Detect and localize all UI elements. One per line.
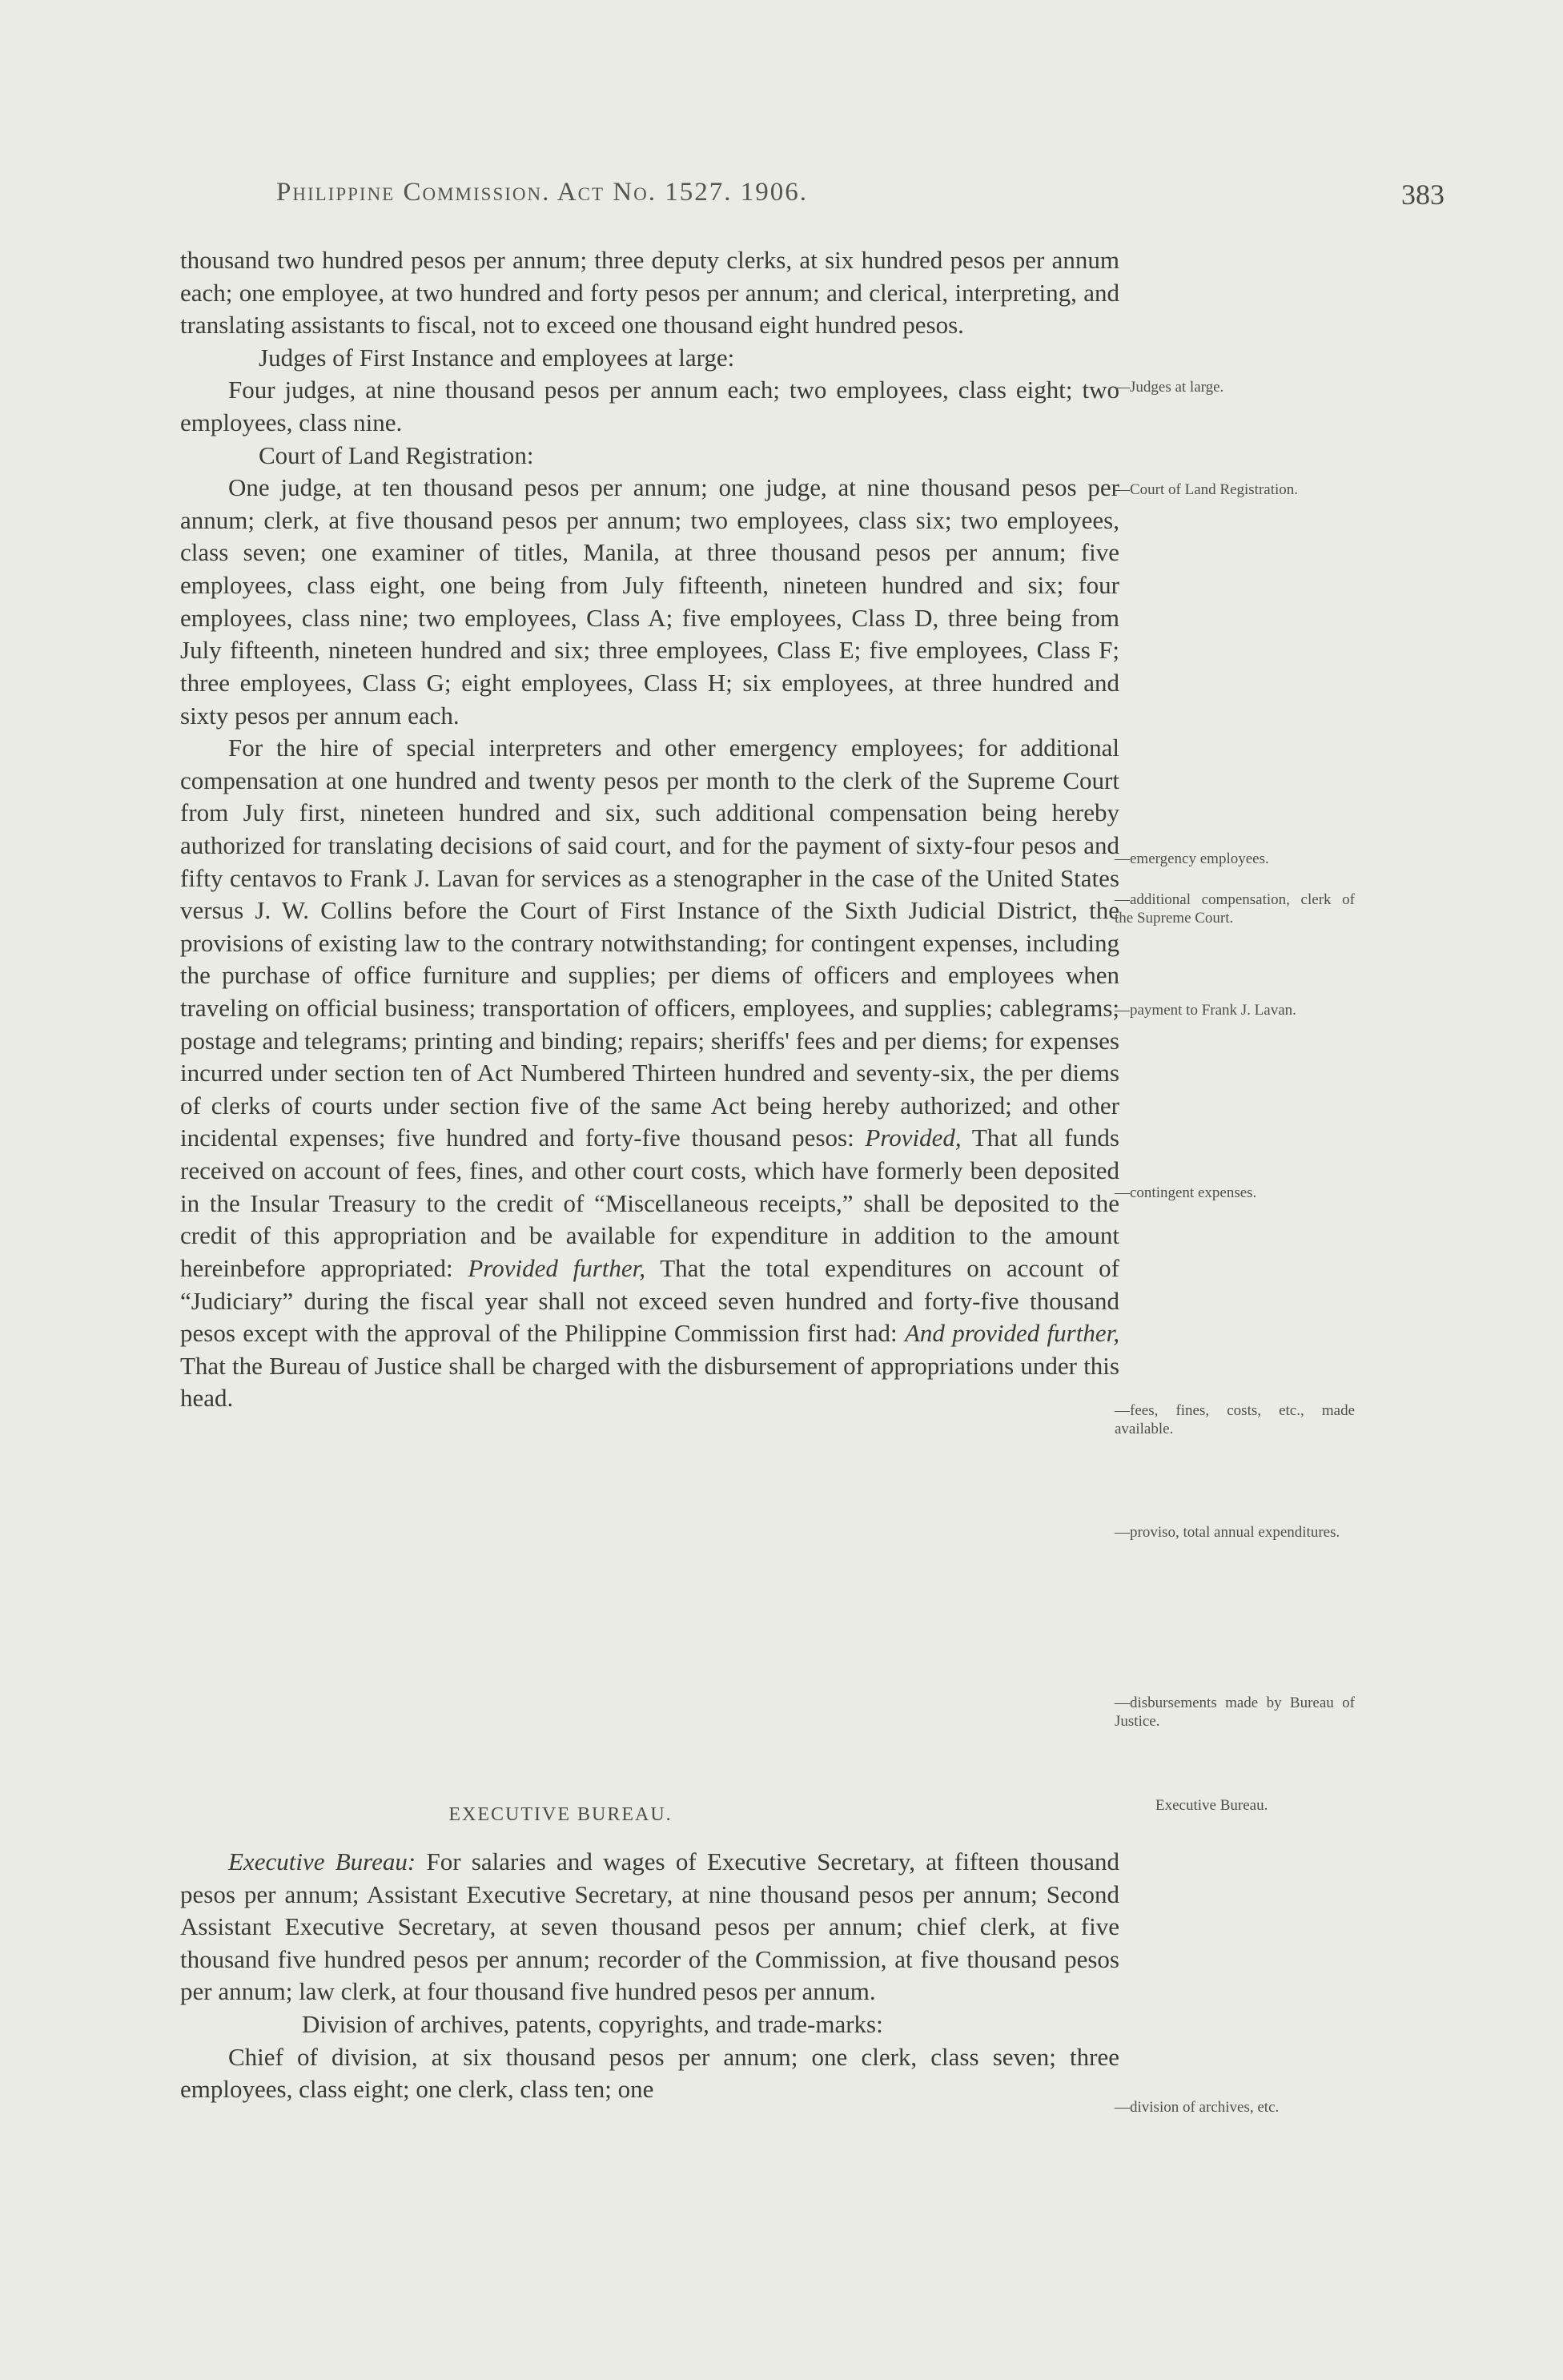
paragraph-division-archives: Chief of division, at six thousand pesos per annum; one clerk, class seven; three employees, class eight; one clerk, class ten; one xyxy=(180,2042,1119,2104)
margin-note: —Judges at large. xyxy=(1115,379,1224,396)
margin-note: —contingent expenses. xyxy=(1115,1184,1257,1201)
heading-division-archives: Division of archives, patents, copyrights, and trade-marks: xyxy=(302,2010,883,2039)
margin-note: —Court of Land Registration. xyxy=(1115,481,1299,498)
paragraph-text: That all funds received on account of fees, fines, and other court costs, which have formerly been deposited in the Insular Treasury to the credit of “Miscellaneous receipts,” shall be deposited to the credit of this appropriation and be available for expenditure in addition to the amount hereinbefore appropriated: xyxy=(180,1124,1119,1282)
paragraph-text: That the total expenditures on account of “Judiciary” during the fiscal year shall not exceed seven hundred and forty-five thousand pesos except with the approval of the Philippine Commission first had: xyxy=(180,1253,1119,1348)
margin-note: Executive Bureau. xyxy=(1155,1797,1268,1814)
margin-note: —proviso, total annual expenditures. xyxy=(1115,1524,1340,1541)
proviso-italic: And provided further, xyxy=(904,1319,1119,1348)
margin-note: —payment to Frank J. Lavan. xyxy=(1115,1002,1296,1019)
section-title-executive-bureau: EXECUTIVE BUREAU. xyxy=(448,1804,673,1825)
paragraph-judges-at-large: Four judges, at nine thousand pesos per annum each; two employees, class eight; two employees, class nine. xyxy=(180,376,1119,437)
paragraph-text: For the hire of special interpreters and other emergency employees; for additional compensation at one hundred and twenty pesos per month to the clerk of the Supreme Court from July first, nineteen hundred and six, such additional compensation being hereby authorized for translating decisions of said court, and for the payment of sixty-four pesos and fifty centavos to Frank J. Lavan for services as a stenographer in the case of the United States versus J. W. Collins before the Court of First Instance of the Sixth Judicial District, the provisions of existing law to the contrary notwithstanding; for contingent expenses, including the purchase of office furniture and supplies; per diems of officers and employees when traveling on official business; transportation of officers, employees, and supplies; cablegrams; postage and telegrams; printing and binding; repairs; sheriffs' fees and per diems; for expenses incurred under section ten of Act Numbered Thirteen hundred and seventy-six, the per diems of clerks of courts under section five of the same Act being hereby authorized; and other incidental expenses; five hundred and forty-five thousand pesos: xyxy=(180,734,1119,1152)
margin-note: —disbursements made by Bureau of Justice. xyxy=(1115,1695,1355,1731)
margin-note: —fees, fines, costs, etc., made available. xyxy=(1115,1402,1355,1438)
proviso-italic: Provided further, xyxy=(468,1253,646,1282)
heading-judges-first-instance: Judges of First Instance and employees at large: xyxy=(259,343,735,372)
proviso-italic: Provided, xyxy=(865,1124,962,1152)
margin-note: —emergency employees. xyxy=(1115,850,1269,867)
page-number: 383 xyxy=(1401,179,1444,211)
paragraph-fiscal-assistants: thousand two hundred pesos per annum; three deputy clerks, at six hundred pesos per annum each; one employee, at two hundred and forty pesos per annum; and clerical, interpreting, and translating assistants to fiscal, not to exceed one thousand eight hundred pesos. xyxy=(180,246,1119,340)
running-head: Philippine Commission. Act No. 1527. 1906. xyxy=(276,178,808,207)
paragraph-text: That the Bureau of Justice shall be charged with the disbursement of appropriations under this head. xyxy=(180,1351,1119,1413)
paragraph-court-land-registration: One judge, at ten thousand pesos per annum; one judge, at nine thousand pesos per annum; clerk, at five thousand pesos per annum; two employees, class six; two employees, class seven; one examiner of titles, Manila, at three thousand pesos per annum; five employees, class eight, one being from July fifteenth, nineteen hundred and six; four employees, class nine; two employees, Class A; five employees, Class D, three being from July fifteenth, nineteen hundred and six; three employees, Class E; five employees, Class F; three employees, Class G; eight employees, Class H; six employees, at three hundred and sixty pesos per annum each. xyxy=(180,473,1119,730)
heading-court-land-registration: Court of Land Registration: xyxy=(259,440,534,469)
paragraph-lead-italic: Executive Bureau: xyxy=(228,1847,416,1875)
margin-note: —division of archives, etc. xyxy=(1115,2099,1280,2116)
paragraph-text: For salaries and wages of Executive Secretary, at fifteen thousand pesos per annum; Assistant Executive Secretary, at nine thousand pesos per annum; Second Assistant Executive Secretary, at seven thousand pesos per annum; chief clerk, at five thousand five hundred pesos per annum; recorder of the Commission, at five thousand pesos per annum; law clerk, at four thousand five hundred pesos per annum. xyxy=(180,1847,1120,2006)
margin-note: —additional compensation, clerk of the Supreme Court. xyxy=(1115,891,1355,927)
